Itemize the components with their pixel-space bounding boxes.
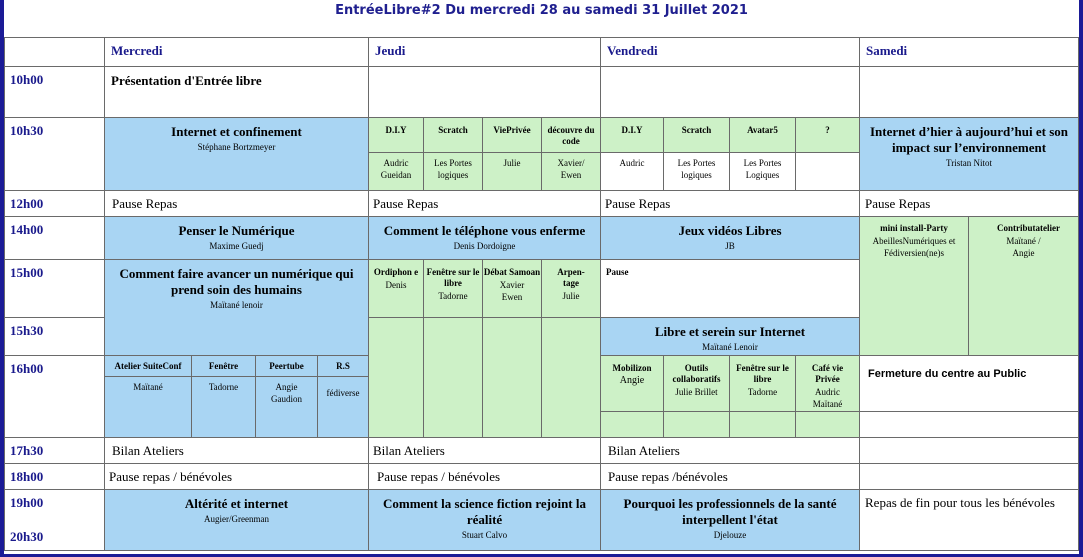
mercredi-penser-numerique	[104, 216, 369, 260]
vendredi-atelier-unknown-speaker	[795, 152, 860, 191]
event-speaker: Djelouze	[713, 530, 747, 540]
event-title: Comment faire avancer un numérique qui prend soin des humains	[119, 266, 354, 297]
time-17h30: 17h30	[4, 437, 105, 464]
jeudi-pause-repas: Pause Repas	[368, 190, 601, 217]
event-speaker: Denis Dordoigne	[453, 241, 516, 251]
vendredi-atelier-diy-speaker: Audric	[600, 152, 664, 191]
jeudi-atelier-fenetre: Fenêtre sur le libre Tadorne	[423, 259, 483, 318]
jeudi-pause-benevoles: Pause repas / bénévoles	[368, 463, 601, 490]
jeudi-science-fiction	[368, 489, 601, 551]
day-header-jeudi: Jeudi	[368, 37, 601, 67]
mercredi-pause-repas: Pause Repas	[104, 190, 369, 217]
time-12h00: 12h00	[4, 190, 105, 217]
event-title: Pourquoi les professionnels de la santé interpellent l'état	[623, 496, 837, 527]
vendredi-pause-benevoles: Pause repas /bénévoles	[600, 463, 860, 490]
vendredi-atelier-mobilizon: Mobilizon Angie	[600, 355, 664, 412]
day-header-mercredi: Mercredi	[104, 37, 369, 67]
vendredi-sante	[600, 489, 860, 551]
event-speaker: Augier/Greenman	[204, 514, 269, 524]
time-16h00: 16h00	[4, 355, 105, 438]
event-speaker: JB	[725, 241, 735, 251]
vendredi-jeux-videos	[600, 216, 860, 260]
time-20h30-label: 20h30	[10, 529, 44, 544]
event-speaker: Maïtané Lenoir	[702, 342, 758, 352]
samedi-internet-environnement	[859, 117, 1079, 191]
event-speaker: Stuart Calvo	[461, 530, 508, 540]
samedi-install-party	[859, 216, 969, 356]
jeudi-atelier-col4-cont	[541, 317, 601, 438]
event-title: Internet d’hier à aujourd’hui et son impact sur l’environnement	[869, 124, 1069, 155]
vendredi-bilan: Bilan Ateliers	[600, 437, 860, 464]
jeudi-atelier-col3-cont	[482, 317, 542, 438]
samedi-pause-repas: Pause Repas	[859, 190, 1079, 217]
jeudi-atelier-scratch-speaker: Les Portes logiques	[423, 152, 483, 191]
vendredi-atelier-avatar5-speaker: Les Portes Logiques	[729, 152, 796, 191]
time-19h00	[4, 489, 105, 551]
day-header-samedi: Samedi	[859, 37, 1079, 67]
jeudi-atelier-scratch-title: Scratch	[423, 117, 483, 153]
samedi-10h00-empty	[859, 66, 1079, 118]
jeudi-atelier-arpentage: Arpen-tage Julie	[541, 259, 601, 318]
jeudi-atelier-col1-cont	[368, 317, 424, 438]
event-speaker: Tristan Nitot	[946, 158, 992, 168]
day-header-vendredi: Vendredi	[600, 37, 860, 67]
event-title: mini install-Party	[880, 223, 948, 233]
jeudi-atelier-ordiphone: Ordiphon e Denis	[368, 259, 424, 318]
vendredi-atelier-avatar5-title: Avatar5	[729, 117, 796, 153]
mercredi-atelier-rs-speaker: fédiverse	[317, 376, 369, 438]
jeudi-atelier-code-title: découvre du code	[541, 117, 601, 153]
event-title: Altérité et internet	[184, 496, 289, 511]
event-sub: AbeillesNumériques et Fédiversien(ne)s	[872, 236, 956, 258]
samedi-empty-3	[859, 463, 1079, 490]
samedi-fermeture: Fermeture du centre au Public	[859, 355, 1079, 412]
mercredi-pause-benevoles: Pause repas / bénévoles	[104, 463, 369, 490]
event-title: Comment le téléphone vous enferme	[383, 223, 586, 238]
jeudi-telephone	[368, 216, 601, 260]
vendredi-atelier-col2-cont	[663, 411, 730, 438]
jeudi-atelier-vieprivee-title: ViePrivée	[482, 117, 542, 153]
mercredi-atelier-suiteconf-speaker: Maïtané	[104, 376, 192, 438]
time-10h00: 10h00	[4, 66, 105, 118]
event-title: Comment la science fiction rejoint la réalité	[382, 496, 587, 527]
mercredi-atelier-rs-title: R.S	[317, 355, 369, 377]
mercredi-atelier-fenetre-speaker: Tadorne	[191, 376, 256, 438]
mercredi-atelier-suiteconf-title: Atelier SuiteConf	[104, 355, 192, 377]
event-title: Internet et confinement	[171, 124, 302, 139]
mercredi-presentation: Présentation d'Entrée libre	[104, 66, 369, 118]
samedi-empty-2	[859, 437, 1079, 464]
samedi-contributatelier	[968, 216, 1079, 356]
event-title: Penser le Numérique	[178, 223, 295, 238]
jeudi-bilan: Bilan Ateliers	[368, 437, 601, 464]
event-speaker: Stéphane Bortzmeyer	[197, 142, 276, 152]
time-15h00: 15h00	[4, 259, 105, 318]
event-speaker: Maïtané lenoir	[210, 300, 263, 310]
schedule-title: EntréeLibre#2 Du mercredi 28 au samedi 31 Juillet 2021	[335, 3, 748, 18]
jeudi-atelier-diy-title: D.I.Y	[368, 117, 424, 153]
samedi-empty-1	[859, 411, 1079, 438]
vendredi-atelier-unknown-title: ?	[795, 117, 860, 153]
vendredi-atelier-col4-cont	[795, 411, 860, 438]
event-title: Libre et serein sur Internet	[654, 324, 806, 339]
vendredi-atelier-col1-cont	[600, 411, 664, 438]
vendredi-atelier-col3-cont	[729, 411, 796, 438]
samedi-repas-fin: Repas de fin pour tous les bénévoles	[859, 489, 1079, 551]
jeudi-atelier-debat: Débat Samoan Xavier Ewen	[482, 259, 542, 318]
jeudi-atelier-col2-cont	[423, 317, 483, 438]
vendredi-atelier-diy-title: D.I.Y	[600, 117, 664, 153]
vendredi-atelier-scratch-title: Scratch	[663, 117, 730, 153]
event-sub: Maïtané / Angie	[1006, 236, 1041, 258]
jeudi-atelier-vieprivee-speaker: Julie	[482, 152, 542, 191]
time-14h00: 14h00	[4, 216, 105, 260]
vendredi-atelier-cafe: Café vie Privée Audric Maïtané	[795, 355, 860, 412]
mercredi-bilan: Bilan Ateliers	[104, 437, 369, 464]
event-speaker: Maxime Guedj	[209, 241, 264, 251]
vendredi-pause-repas: Pause Repas	[600, 190, 860, 217]
event-title: Contributatelier	[997, 223, 1060, 233]
mercredi-atelier-peertube-speaker: Angie Gaudion	[255, 376, 318, 438]
jeudi-10h00-empty	[368, 66, 601, 118]
time-19h00-label: 19h00	[10, 495, 44, 510]
vendredi-atelier-outils: Outils collaboratifs Julie Brillet	[663, 355, 730, 412]
mercredi-internet-confinement	[104, 117, 369, 191]
mercredi-atelier-peertube-title: Peertube	[255, 355, 318, 377]
vendredi-libre-serein	[600, 317, 860, 356]
mercredi-avancer-numerique	[104, 259, 369, 356]
header-corner	[4, 37, 105, 67]
jeudi-atelier-diy-speaker: Audric Gueidan	[368, 152, 424, 191]
jeudi-atelier-code-speaker: Xavier/ Ewen	[541, 152, 601, 191]
vendredi-atelier-fenetre: Fenêtre sur le libre Tadorne	[729, 355, 796, 412]
time-15h30: 15h30	[4, 317, 105, 356]
vendredi-atelier-scratch-speaker: Les Portes logiques	[663, 152, 730, 191]
vendredi-10h00-empty	[600, 66, 860, 118]
mercredi-alterite	[104, 489, 369, 551]
event-title: Jeux vidéos Libres	[678, 223, 782, 238]
time-18h00: 18h00	[4, 463, 105, 490]
vendredi-pause: Pause	[600, 259, 860, 318]
time-10h30: 10h30	[4, 117, 105, 191]
mercredi-atelier-fenetre-title: Fenêtre	[191, 355, 256, 377]
